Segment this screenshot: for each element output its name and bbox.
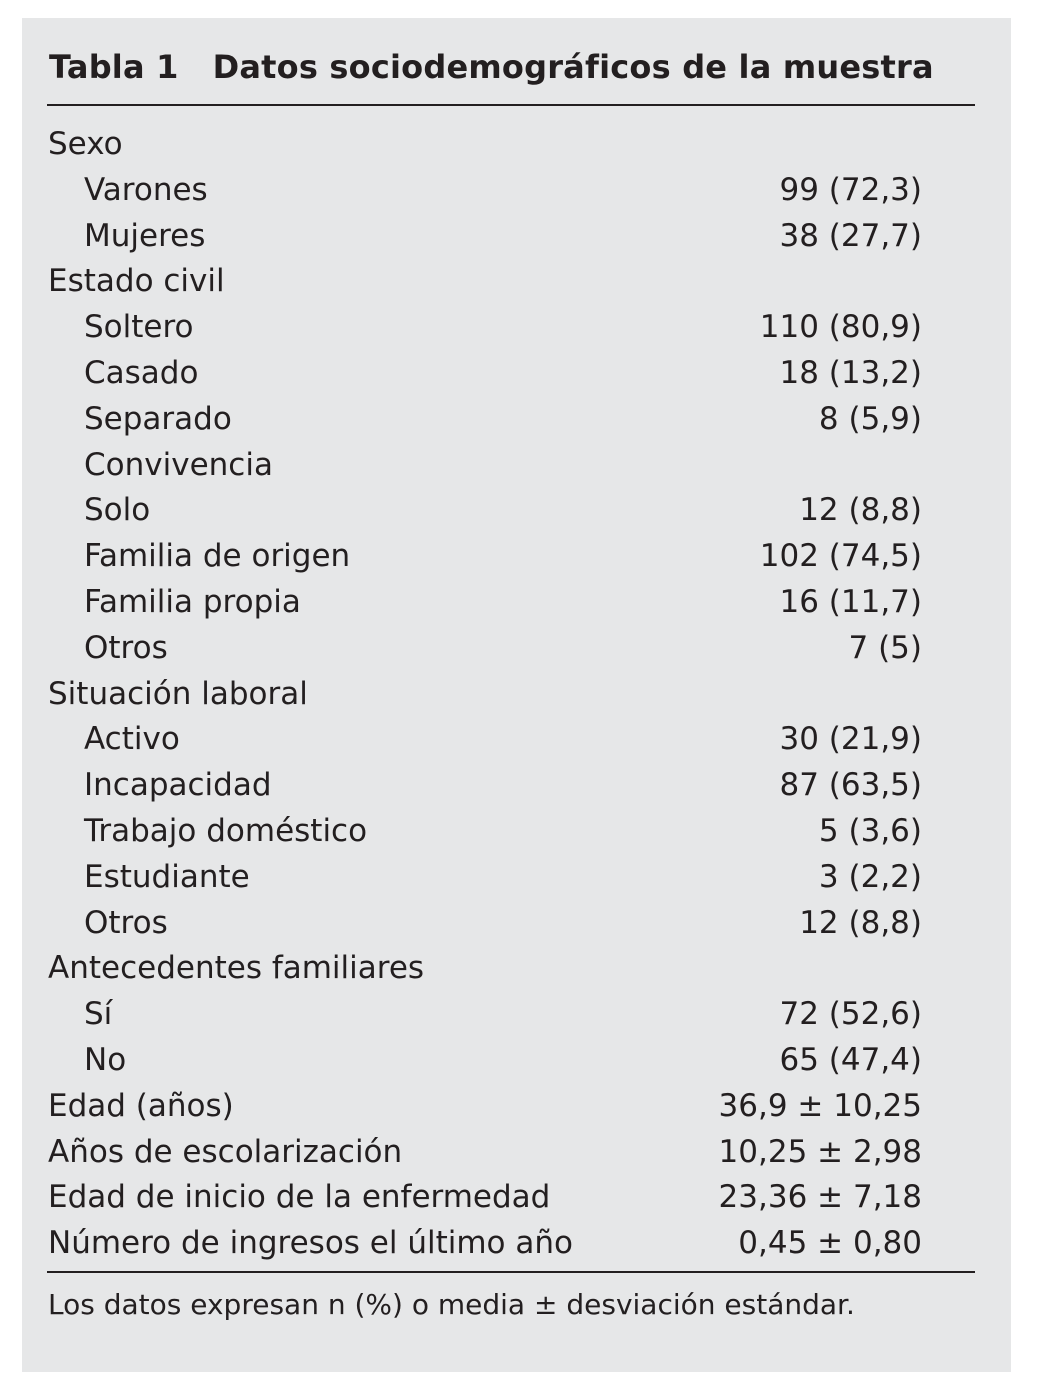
- row-label: Sexo: [48, 126, 123, 162]
- row-value: 87 (63,5): [779, 767, 922, 804]
- row-value: 16 (11,7): [779, 583, 922, 620]
- row-label: Mujeres: [84, 217, 206, 254]
- row-value: 12 (8,8): [799, 904, 922, 941]
- row-label: Otros: [84, 629, 168, 666]
- table-row: [22, 992, 1011, 1038]
- table-row: [22, 1038, 1011, 1084]
- row-label: Soltero: [84, 309, 194, 346]
- row-value: 8 (5,9): [818, 400, 922, 437]
- table-row: [22, 855, 1011, 901]
- row-value: 38 (27,7): [779, 217, 922, 254]
- row-value: 99 (72,3): [779, 171, 922, 208]
- table-row: [22, 809, 1011, 855]
- table-row: [22, 1130, 1011, 1176]
- table-row: [22, 901, 1011, 947]
- row-value: 36,9 ± 10,25: [718, 1087, 922, 1124]
- row-value: 18 (13,2): [779, 354, 922, 391]
- table-row: [22, 351, 1011, 397]
- table-row: [22, 763, 1011, 809]
- table-row: [22, 168, 1011, 214]
- row-label: Solo: [84, 492, 151, 529]
- row-label: Años de escolarización: [48, 1133, 403, 1170]
- row-label: Activo: [84, 721, 180, 758]
- row-label: Familia de origen: [84, 538, 351, 575]
- table-row: [22, 488, 1011, 534]
- row-value: 110 (80,9): [759, 309, 922, 346]
- table-caption: [49, 48, 934, 86]
- table-footnote: Los datos expresan n (%) o media ± desviación estándar.: [48, 1288, 855, 1321]
- table-body: [22, 122, 1011, 1267]
- row-value: 3 (2,2): [818, 858, 922, 895]
- top-rule: [47, 104, 975, 106]
- row-value: 5 (3,6): [818, 812, 922, 849]
- table-row: [22, 122, 1011, 168]
- table-row: [22, 580, 1011, 626]
- table-row: [22, 214, 1011, 260]
- row-label: Trabajo doméstico: [84, 812, 368, 849]
- row-label: Edad de inicio de la enfermedad: [48, 1179, 551, 1216]
- table-row: [22, 1084, 1011, 1130]
- row-value: 30 (21,9): [779, 721, 922, 758]
- row-label: Varones: [84, 171, 208, 208]
- row-label: Sí: [84, 996, 113, 1033]
- row-value: 72 (52,6): [779, 996, 922, 1033]
- row-label: Situación laboral: [48, 675, 308, 712]
- row-label: Antecedentes familiares: [48, 950, 425, 987]
- row-label: Separado: [84, 400, 232, 437]
- row-label: No: [84, 1041, 127, 1078]
- row-value: 7 (5): [848, 629, 922, 666]
- row-label: Edad (años): [48, 1087, 234, 1124]
- table-row: [22, 534, 1011, 580]
- row-value: 102 (74,5): [759, 538, 922, 575]
- row-value: 23,36 ± 7,18: [718, 1179, 922, 1216]
- table-row: [22, 443, 1011, 489]
- bottom-rule: [47, 1271, 975, 1273]
- table-row: [22, 397, 1011, 443]
- row-label: Estado civil: [48, 263, 225, 300]
- row-value: 10,25 ± 2,98: [718, 1133, 922, 1170]
- table-label: Tabla 1: [49, 48, 179, 86]
- row-label: Incapacidad: [84, 767, 272, 804]
- table-row: [22, 946, 1011, 992]
- row-label: Número de ingresos el último año: [48, 1225, 573, 1262]
- row-label: Convivencia: [84, 446, 273, 483]
- table-row: [22, 305, 1011, 351]
- row-label: Familia propia: [84, 583, 301, 620]
- table-row: [22, 672, 1011, 718]
- table-panel: [22, 18, 1011, 1372]
- table-row: [22, 626, 1011, 672]
- row-value: 65 (47,4): [779, 1041, 922, 1078]
- table-row: [22, 717, 1011, 763]
- table-row: [22, 259, 1011, 305]
- row-value: 0,45 ± 0,80: [738, 1225, 922, 1262]
- row-label: Casado: [84, 354, 199, 391]
- row-label: Estudiante: [84, 858, 250, 895]
- row-label: Otros: [84, 904, 168, 941]
- table-row: [22, 1175, 1011, 1221]
- table-row: [22, 1221, 1011, 1267]
- row-value: 12 (8,8): [799, 492, 922, 529]
- table-title: Datos sociodemográficos de la muestra: [212, 48, 934, 86]
